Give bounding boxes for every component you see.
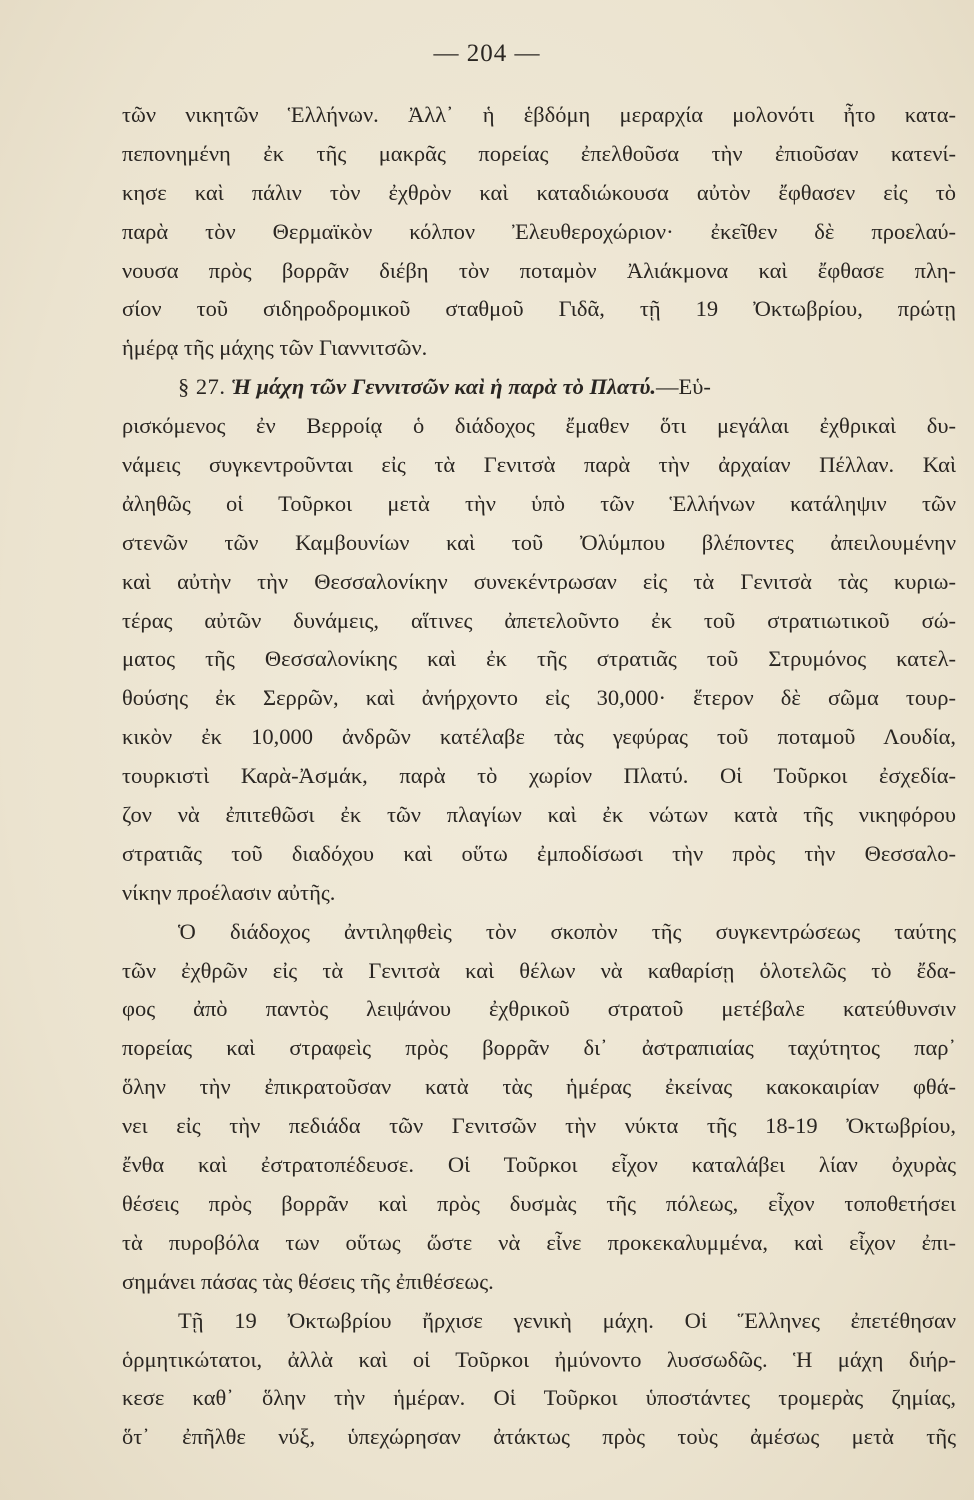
text-line: τέρας αὐτῶν δυνάμεις, αἵτινες ἀπετελοῦντο ἐκ τοῦ στρατιωτικοῦ σώ-: [122, 607, 956, 633]
text-line: νουσα πρὸς βορρᾶν διέβη τὸν ποταμὸν Ἀλιάκμονα καὶ ἔφθασε πλη-: [122, 257, 956, 283]
text-line: καὶ αὐτὴν τὴν Θεσσαλονίκην συνεκέντρωσαν εἰς τὰ Γενιτσὰ τὰς κυριω-: [122, 568, 956, 594]
text-line: τῶν νικητῶν Ἑλλήνων. Ἀλλ᾽ ἡ ἑβδόμη μεραρχία μολονότι ἦτο κατα-: [122, 102, 956, 127]
text-line: κησε καὶ πάλιν τὸν ἐχθρὸν καὶ καταδιώκουσα αὐτὸν ἔφθασεν εἰς τὸ: [122, 179, 956, 205]
text-line: σίον τοῦ σιδηροδρομικοῦ σταθμοῦ Γιδᾶ, τῇ 19 Ὀκτωβρίου, πρώτῃ: [122, 296, 956, 322]
body-text: [122, 96, 956, 1457]
text-line: ρισκόμενος ἐν Βερροίᾳ ὁ διάδοχος ἔμαθεν ὅτι μεγάλαι ἐχθρικαὶ δυ-: [122, 413, 956, 439]
text-line: κεσε καθ᾽ ὅλην τὴν ἡμέραν. Οἱ Τοῦρκοι ὑποστάντες τρομερὰς ζημίας,: [122, 1385, 956, 1411]
text-line: πορείας καὶ στραφεὶς πρὸς βορρᾶν δι᾽ ἀστραπιαίας ταχύτητος παρ᾽: [122, 1035, 956, 1061]
text-line: τὰ πυροβόλα των οὕτως ὥστε νὰ εἶνε προκεκαλυμμένα, καὶ εἶχον ἐπι-: [122, 1229, 956, 1255]
section-heading-rest: —Εὑ-: [656, 374, 711, 400]
section-heading-line: [122, 368, 956, 407]
text-line: νίκην προέλασιν αὐτῆς.: [122, 879, 336, 905]
text-line: ὁρμητικώτατοι, ἀλλὰ καὶ οἱ Τοῦρκοι ἠμύνοντο λυσσωδῶς. Ἡ μάχη διήρ-: [122, 1346, 956, 1372]
text-line: φος ἀπὸ παντὸς λειψάνου ἐχθρικοῦ στρατοῦ μετέβαλε κατεύθυνσιν: [122, 996, 956, 1022]
section-title: Ἡ μάχη τῶν Γεννιτσῶν καὶ ἡ παρὰ τὸ Πλατύ.: [231, 374, 657, 400]
text-line: ἀληθῶς οἱ Τοῦρκοι μετὰ τὴν ὑπὸ τῶν Ἑλλήνων κατάληψιν τῶν: [122, 490, 956, 516]
text-line: ὅλην τὴν ἐπικρατοῦσαν κατὰ τὰς ἡμέρας ἐκείνας κακοκαιρίαν φθά-: [122, 1074, 956, 1100]
text-line: τουρκιστὶ Καρὰ-Ἀσμάκ, παρὰ τὸ χωρίον Πλατύ. Οἱ Τοῦρκοι ἐσχεδία-: [122, 763, 956, 789]
section-number: § 27.: [178, 374, 226, 400]
text-line: ἡμέρᾳ τῆς μάχης τῶν Γιαννιτσῶν.: [122, 335, 428, 361]
text-line: ἔνθα καὶ ἐστρατοπέδευσε. Οἱ Τοῦρκοι εἶχον καταλάβει λίαν ὀχυρὰς: [122, 1152, 956, 1178]
text-line: ζον νὰ ἐπιτεθῶσι ἐκ τῶν πλαγίων καὶ ἐκ νώτων κατὰ τῆς νικηφόρου: [122, 802, 956, 828]
text-line: θέσεις πρὸς βορρᾶν καὶ πρὸς δυσμὰς τῆς πόλεως, εἶχον τοποθετήσει: [122, 1190, 956, 1216]
text-line: στρατιᾶς τοῦ διαδόχου καὶ οὕτω ἐμποδίσωσι τὴν πρὸς τὴν Θεσσαλο-: [122, 840, 956, 866]
text-line: τῶν ἐχθρῶν εἰς τὰ Γενιτσὰ καὶ θέλων νὰ καθαρίσῃ ὁλοτελῶς τὸ ἔδα-: [122, 957, 956, 983]
text-line: παρὰ τὸν Θερμαϊκὸν κόλπον Ἐλευθεροχώριον· ἐκεῖθεν δὲ προελαύ-: [122, 218, 956, 244]
text-line: στενῶν τῶν Καμβουνίων καὶ τοῦ Ὀλύμπου βλέποντες ἀπειλουμένην: [122, 529, 956, 555]
text-line: θούσης ἐκ Σερρῶν, καὶ ἀνήρχοντο εἰς 30,000· ἕτερον δὲ σῶμα τουρ-: [122, 685, 956, 711]
text-line: ματος τῆς Θεσσαλονίκης καὶ ἐκ τῆς στρατιᾶς τοῦ Στρυμόνος κατελ-: [122, 646, 956, 672]
text-line: σημάνει πάσας τὰς θέσεις τῆς ἐπιθέσεως.: [122, 1268, 494, 1294]
text-line: κικὸν ἐκ 10,000 ἀνδρῶν κατέλαβε τὰς γεφύρας τοῦ ποταμοῦ Λουδία,: [122, 724, 956, 750]
text-line: Ὁ διάδοχος ἀντιληφθεὶς τὸν σκοπὸν τῆς συγκεντρώσεως ταύτης: [178, 918, 956, 944]
page-number: — 204 —: [433, 40, 541, 67]
text-line: νει εἰς τὴν πεδιάδα τῶν Γενιτσῶν τὴν νύκτα τῆς 18-19 Ὀκτωβρίου,: [122, 1113, 956, 1139]
text-line: ὅτ᾽ ἐπῆλθε νύξ, ὑπεχώρησαν ἀτάκτως πρὸς τοὺς ἀμέσως μετὰ τῆς: [122, 1424, 956, 1450]
text-line: νάμεις συγκεντροῦνται εἰς τὰ Γενιτσὰ παρὰ τὴν ἀρχαίαν Πέλλαν. Καὶ: [122, 452, 956, 478]
text-line: Τῇ 19 Ὀκτωβρίου ἤρχισε γενικὴ μάχη. Οἱ Ἕλληνες ἐπετέθησαν: [178, 1307, 956, 1333]
text-line: πεπονημένη ἐκ τῆς μακρᾶς πορείας ἐπελθοῦσα τὴν ἐπιοῦσαν κατενί-: [122, 140, 956, 166]
